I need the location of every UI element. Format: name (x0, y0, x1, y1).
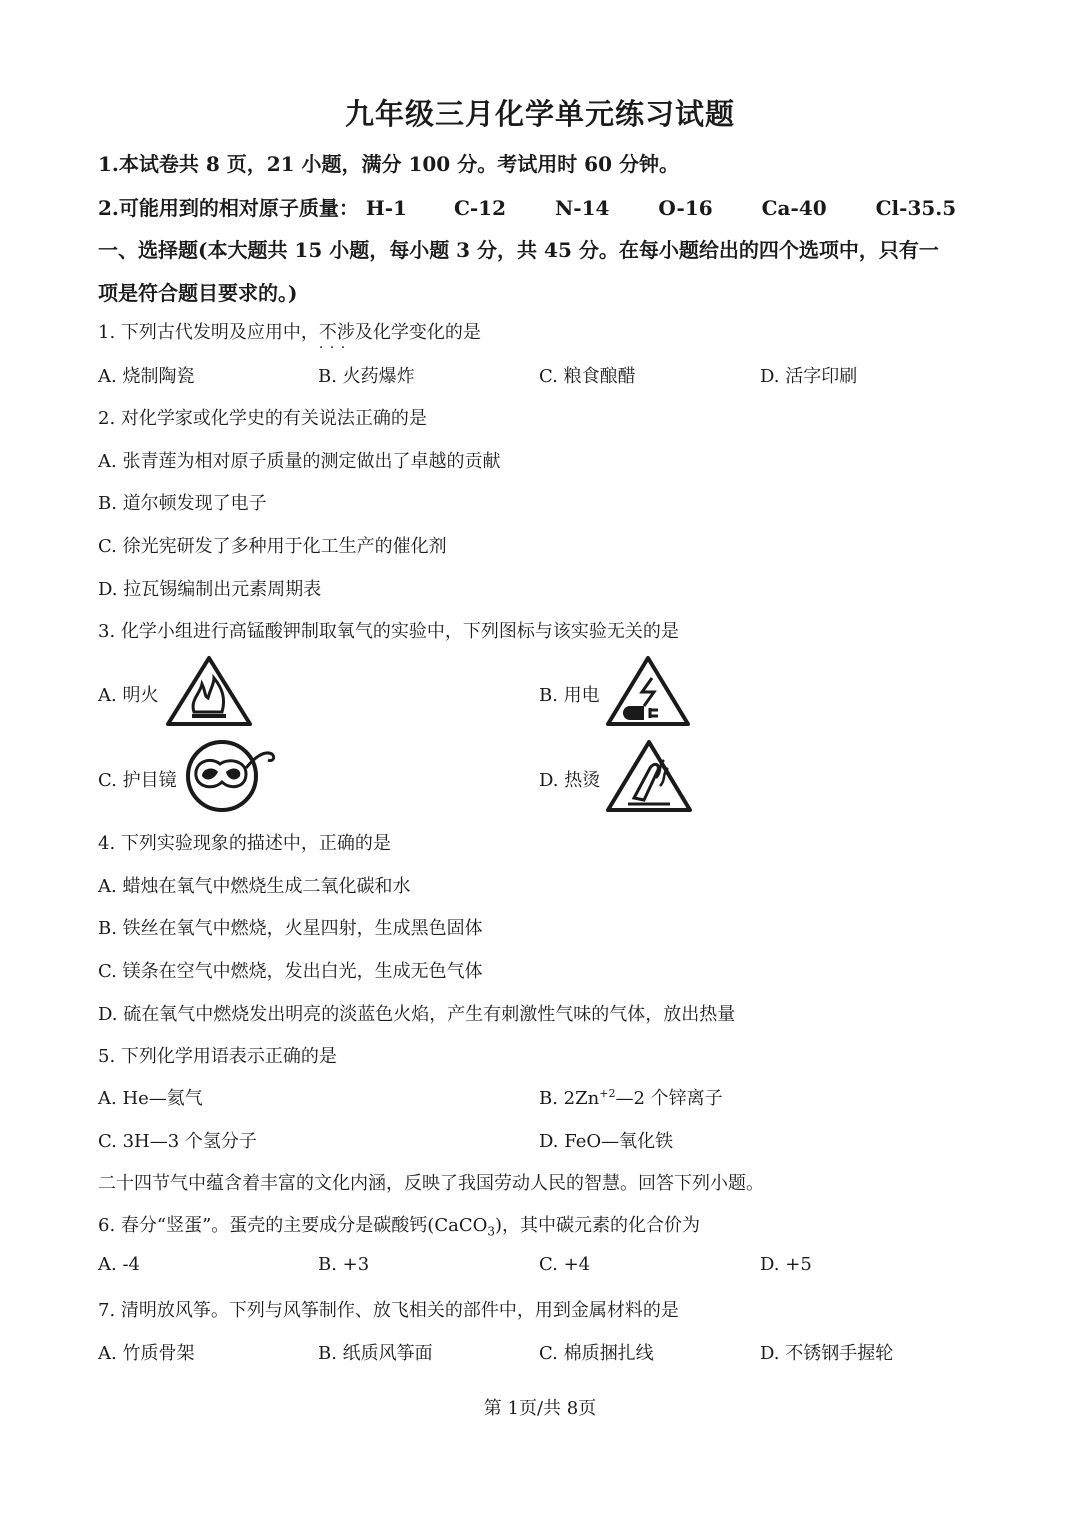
atomic-mass-o: O-16 (658, 196, 713, 220)
group-intro: 二十四节气中蕴含着丰富的文化内涵，反映了我国劳动人民的智慧。回答下列小题。 (98, 1173, 764, 1194)
question-1-stem (98, 318, 481, 344)
question-5-option-a: A. He—氦气 (98, 1088, 203, 1109)
question-1-stem-pre: 1. 下列古代发明及应用中， (98, 322, 319, 343)
question-6-stem-pre: 6. 春分“竖蛋”。蛋壳的主要成分是碳酸钙(CaCO (98, 1215, 488, 1236)
question-7-option-c: C. 棉质捆扎线 (539, 1343, 654, 1364)
question-3-option-c: C. 护目镜 (98, 770, 177, 791)
atomic-mass-label: 2.可能用到的相对原子质量： (98, 196, 359, 220)
question-6-option-d: D. +5 (760, 1254, 812, 1275)
atomic-mass-c: C-12 (453, 196, 507, 220)
question-2-stem: 2. 对化学家或化学史的有关说法正确的是 (98, 408, 427, 429)
atomic-mass-n: N-14 (554, 196, 610, 220)
page-title: 九年级三月化学单元练习试题 (344, 97, 735, 131)
question-2-option-b: B. 道尔顿发现了电子 (98, 493, 267, 514)
question-6-option-a: A. -4 (98, 1254, 140, 1275)
question-7-option-a: A. 竹质骨架 (98, 1343, 195, 1364)
exam-note-1: 1.本试卷共 8 页，21 小题，满分 100 分。考试用时 60 分钟。 (98, 152, 679, 176)
question-1-emphasis: 不涉及 · · · (319, 322, 373, 343)
question-3-option-a: A. 明火 (98, 685, 159, 706)
goggles-icon (184, 738, 280, 814)
question-6-option-b: B. +3 (318, 1254, 370, 1275)
atomic-mass-ca: Ca-40 (761, 196, 827, 220)
question-5-option-b-charge: +2 (599, 1087, 616, 1100)
question-3-option-b: B. 用电 (539, 685, 600, 706)
question-4-option-a: A. 蜡烛在氧气中燃烧生成二氧化碳和水 (98, 876, 411, 897)
question-5-stem: 5. 下列化学用语表示正确的是 (98, 1046, 337, 1067)
question-1-option-a: A. 烧制陶瓷 (98, 366, 195, 387)
question-6-stem-post: )，其中碳元素的化合价为 (495, 1215, 701, 1236)
question-5-option-d: D. FeO—氧化铁 (539, 1131, 674, 1152)
question-1-option-c: C. 粮食酿醋 (539, 366, 636, 387)
question-2-option-c: C. 徐光宪研发了多种用于化工生产的催化剂 (98, 536, 447, 557)
page-number: 第 1页/共 8页 (483, 1398, 597, 1419)
question-1-option-b: B. 火药爆炸 (318, 366, 415, 387)
question-6-stem (98, 1211, 700, 1239)
question-6-option-c: C. +4 (539, 1254, 591, 1275)
question-5-option-b-pre: B. 2Zn (539, 1088, 600, 1109)
fire-hazard-icon (164, 654, 254, 728)
question-5-option-b-post: —2 个锌离子 (615, 1088, 723, 1109)
question-5-option-b (539, 1084, 723, 1110)
atomic-mass-cl: Cl-35.5 (875, 196, 957, 220)
question-1-stem-post: 化学变化的是 (372, 322, 481, 343)
question-4-stem: 4. 下列实验现象的描述中，正确的是 (98, 833, 391, 854)
electrical-hazard-icon (604, 654, 692, 728)
question-3-option-d: D. 热烫 (539, 770, 601, 791)
section-heading-line-1: 一、选择题(本大题共 15 小题，每小题 3 分，共 45 分。在每小题给出的四个选项中，只有一 (98, 238, 939, 262)
hot-surface-icon (604, 738, 694, 814)
atomic-mass-h: H-1 (365, 196, 407, 220)
exam-note-2 (98, 192, 956, 221)
question-4-option-d: D. 硫在氧气中燃烧发出明亮的淡蓝色火焰，产生有刺激性气味的气体，放出热量 (98, 1004, 736, 1025)
question-6-subscript: 3 (487, 1224, 495, 1239)
question-4-option-b: B. 铁丝在氧气中燃烧，火星四射，生成黑色固体 (98, 918, 483, 939)
question-5-option-c: C. 3H—3 个氢分子 (98, 1131, 257, 1152)
question-7-option-d: D. 不锈钢手握轮 (760, 1343, 894, 1364)
section-heading-line-2: 项是符合题目要求的。) (98, 281, 298, 305)
question-4-option-c: C. 镁条在空气中燃烧，发出白光，生成无色气体 (98, 961, 483, 982)
question-2-option-a: A. 张青莲为相对原子质量的测定做出了卓越的贡献 (98, 451, 501, 472)
question-7-stem: 7. 清明放风筝。下列与风筝制作、放飞相关的部件中，用到金属材料的是 (98, 1300, 679, 1321)
question-7-option-b: B. 纸质风筝面 (318, 1343, 433, 1364)
question-2-option-d: D. 拉瓦锡编制出元素周期表 (98, 579, 322, 600)
question-1-option-d: D. 活字印刷 (760, 366, 858, 387)
question-3-stem: 3. 化学小组进行高锰酸钾制取氧气的实验中，下列图标与该实验无关的是 (98, 621, 679, 642)
